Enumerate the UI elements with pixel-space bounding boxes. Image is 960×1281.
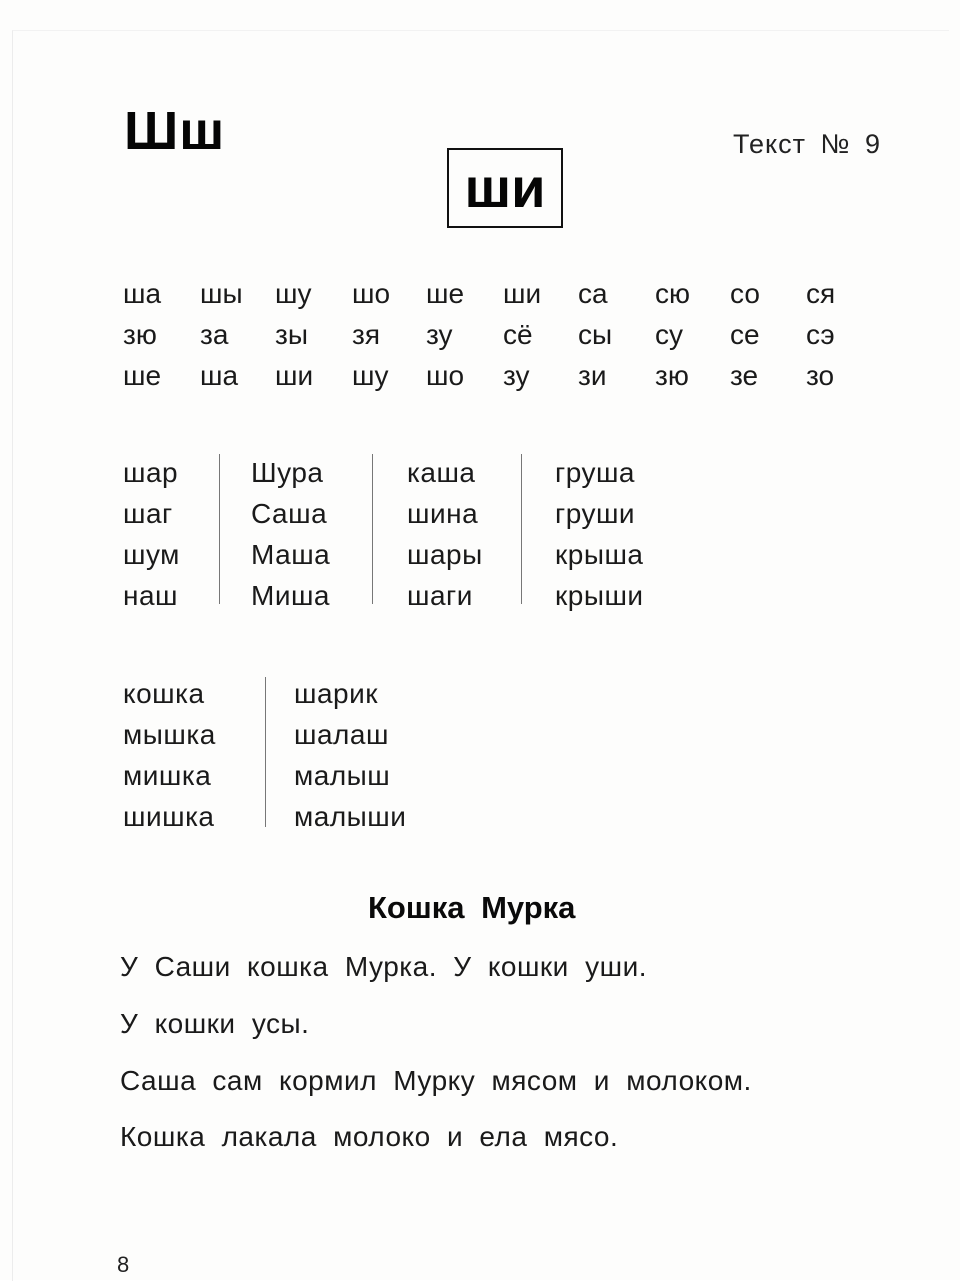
word: малыш <box>294 760 391 791</box>
syllable: сё <box>503 319 533 350</box>
story-line: Кошка лакала молоко и ела мясо. <box>120 1121 619 1152</box>
syllable: ше <box>123 360 162 391</box>
word: крыши <box>555 580 644 611</box>
word-column <box>294 673 406 837</box>
syllable: ши <box>503 278 542 309</box>
word-column <box>251 452 330 616</box>
syllable: зу <box>503 360 530 391</box>
word: крыша <box>555 539 644 570</box>
syllable: шо <box>352 278 391 309</box>
syllable: са <box>578 278 608 309</box>
syllable: ши <box>275 360 314 391</box>
word: шаги <box>407 580 473 611</box>
story-line: У Саши кошка Мурка. У кошки уши. <box>120 951 647 982</box>
story-line: Саша сам кормил Мурку мясом и молоком. <box>120 1065 752 1096</box>
word: груша <box>555 457 636 488</box>
syllable: сы <box>578 319 613 350</box>
word: наш <box>123 580 178 611</box>
word: каша <box>407 457 476 488</box>
word-column <box>123 452 180 616</box>
syllable: ша <box>123 278 162 309</box>
syllable-box: ши <box>447 148 563 228</box>
word: шишка <box>123 801 215 832</box>
syllable: за <box>200 319 229 350</box>
column-divider <box>521 454 522 604</box>
syllable: се <box>730 319 760 350</box>
word: шум <box>123 539 180 570</box>
word: шар <box>123 457 179 488</box>
syllable: шу <box>352 360 389 391</box>
syllable: зе <box>730 360 759 391</box>
syllable: со <box>730 278 760 309</box>
syllable: ше <box>426 278 465 309</box>
word-column <box>555 452 644 616</box>
page-number: 8 <box>117 1252 130 1276</box>
word-column <box>123 673 216 837</box>
word: Миша <box>251 580 330 611</box>
word: мишка <box>123 760 212 791</box>
syllable: ша <box>200 360 239 391</box>
syllable: шу <box>275 278 312 309</box>
word-column <box>407 452 483 616</box>
column-divider <box>265 677 266 827</box>
text-number: Текст № 9 <box>733 129 881 159</box>
word: шары <box>407 539 483 570</box>
syllable: ся <box>806 278 836 309</box>
letter-title: Шш <box>124 101 226 161</box>
word: шалаш <box>294 719 389 750</box>
story-title: Кошка Мурка <box>368 890 576 925</box>
syllable: зу <box>426 319 453 350</box>
syllable: зо <box>806 360 835 391</box>
column-divider <box>372 454 373 604</box>
word: малыши <box>294 801 407 832</box>
word: шарик <box>294 678 378 709</box>
word: шина <box>407 498 479 529</box>
syllable: сю <box>655 278 690 309</box>
syllable: зю <box>655 360 689 391</box>
word: мышка <box>123 719 216 750</box>
word: Шура <box>251 457 324 488</box>
syllable: зы <box>275 319 308 350</box>
word: Маша <box>251 539 331 570</box>
syllable: зю <box>123 319 157 350</box>
syllable: зя <box>352 319 380 350</box>
word: шаг <box>123 498 173 529</box>
syllable: су <box>655 319 683 350</box>
syllable: шы <box>200 278 243 309</box>
word: Саша <box>251 498 328 529</box>
syllable: зи <box>578 360 607 391</box>
column-divider <box>219 454 220 604</box>
word: кошка <box>123 678 205 709</box>
syllable: сэ <box>806 319 835 350</box>
story-line: У кошки усы. <box>120 1008 310 1039</box>
syllable: шо <box>426 360 465 391</box>
word: груши <box>555 498 636 529</box>
